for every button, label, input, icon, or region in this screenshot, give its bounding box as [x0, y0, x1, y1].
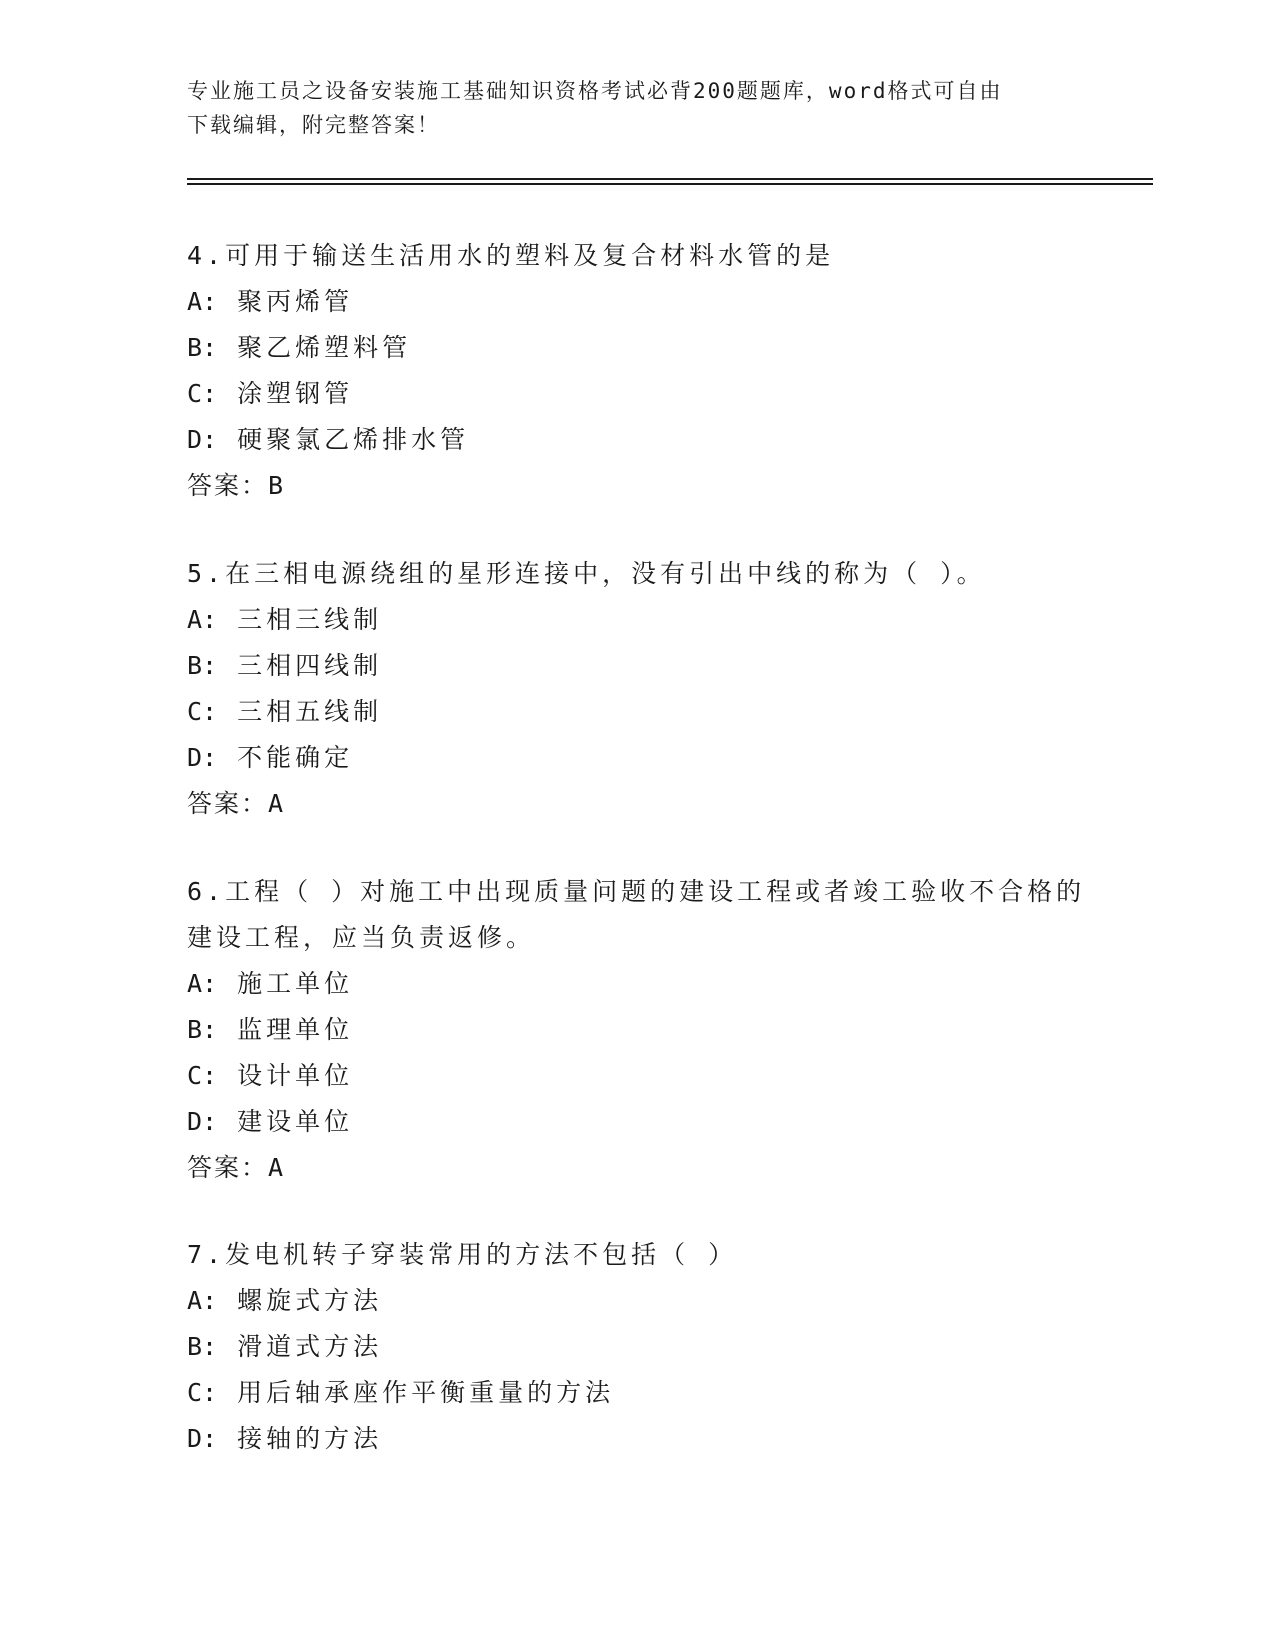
question-4 — [187, 233, 1087, 509]
option-b — [187, 1324, 1087, 1370]
option-b — [187, 1007, 1087, 1053]
option-text: 施工单位 — [237, 969, 354, 998]
option-letter: C: — [187, 1378, 218, 1407]
question-stem-line: 建设工程，应当负责返修。 — [187, 923, 536, 952]
option-letter: A: — [187, 969, 218, 998]
option-b — [187, 643, 1087, 689]
option-text: 用后轴承座作平衡重量的方法 — [237, 1378, 615, 1407]
option-text: 三相五线制 — [237, 697, 383, 726]
option-text: 螺旋式方法 — [237, 1286, 383, 1315]
option-text: 三相三线制 — [237, 605, 383, 634]
option-letter: A: — [187, 287, 218, 316]
option-a — [187, 961, 1087, 1007]
option-letter: C: — [187, 1061, 218, 1090]
option-letter: B: — [187, 651, 218, 680]
option-text: 接轴的方法 — [237, 1424, 383, 1453]
question-stem-line: 6.工程（ ）对施工中出现质量问题的建设工程或者竣工验收不合格的 — [187, 877, 1086, 906]
option-letter: A: — [187, 605, 218, 634]
question-stem — [187, 1232, 1087, 1278]
header-divider-top — [187, 178, 1153, 180]
header-line-2: 下载编辑，附完整答案！ — [187, 113, 440, 137]
option-a — [187, 279, 1087, 325]
option-text: 硬聚氯乙烯排水管 — [237, 425, 470, 454]
question-stem-line: 4.可用于输送生活用水的塑料及复合材料水管的是 — [187, 241, 835, 270]
option-text: 监理单位 — [237, 1015, 354, 1044]
question-stem-line: 5.在三相电源绕组的星形连接中，没有引出中线的称为（ ）。 — [187, 559, 986, 588]
option-letter: D: — [187, 1424, 218, 1453]
option-letter: D: — [187, 425, 218, 454]
option-c — [187, 1370, 1087, 1416]
option-letter: B: — [187, 1332, 218, 1361]
option-text: 滑道式方法 — [237, 1332, 383, 1361]
option-letter: D: — [187, 1107, 218, 1136]
option-text: 建设单位 — [237, 1107, 354, 1136]
option-text: 三相四线制 — [237, 651, 383, 680]
option-c — [187, 371, 1087, 417]
question-stem — [187, 551, 1087, 597]
option-d — [187, 735, 1087, 781]
document-header — [187, 74, 1087, 142]
option-d — [187, 417, 1087, 463]
question-6 — [187, 869, 1087, 1191]
answer-line: 答案：A — [187, 789, 286, 818]
option-c — [187, 689, 1087, 735]
option-c — [187, 1053, 1087, 1099]
option-text: 聚乙烯塑料管 — [237, 333, 412, 362]
option-text: 设计单位 — [237, 1061, 354, 1090]
question-5 — [187, 551, 1087, 827]
option-letter: B: — [187, 1015, 218, 1044]
option-letter: B: — [187, 333, 218, 362]
option-a — [187, 1278, 1087, 1324]
option-b — [187, 325, 1087, 371]
header-divider-bottom — [187, 183, 1153, 185]
option-letter: C: — [187, 379, 218, 408]
option-letter: D: — [187, 743, 218, 772]
option-text: 涂塑钢管 — [237, 379, 354, 408]
option-text: 不能确定 — [237, 743, 354, 772]
option-a — [187, 597, 1087, 643]
question-stem-line: 7.发电机转子穿装常用的方法不包括（ ） — [187, 1240, 738, 1269]
question-stem — [187, 869, 1087, 961]
question-7 — [187, 1232, 1087, 1462]
option-d — [187, 1416, 1087, 1462]
question-stem — [187, 233, 1087, 279]
option-letter: A: — [187, 1286, 218, 1315]
header-line-1: 专业施工员之设备安装施工基础知识资格考试必背200题题库，word格式可自由 — [187, 79, 1003, 103]
option-d — [187, 1099, 1087, 1145]
answer-line: 答案：B — [187, 471, 286, 500]
option-text: 聚丙烯管 — [237, 287, 354, 316]
option-letter: C: — [187, 697, 218, 726]
answer-line: 答案：A — [187, 1153, 286, 1182]
